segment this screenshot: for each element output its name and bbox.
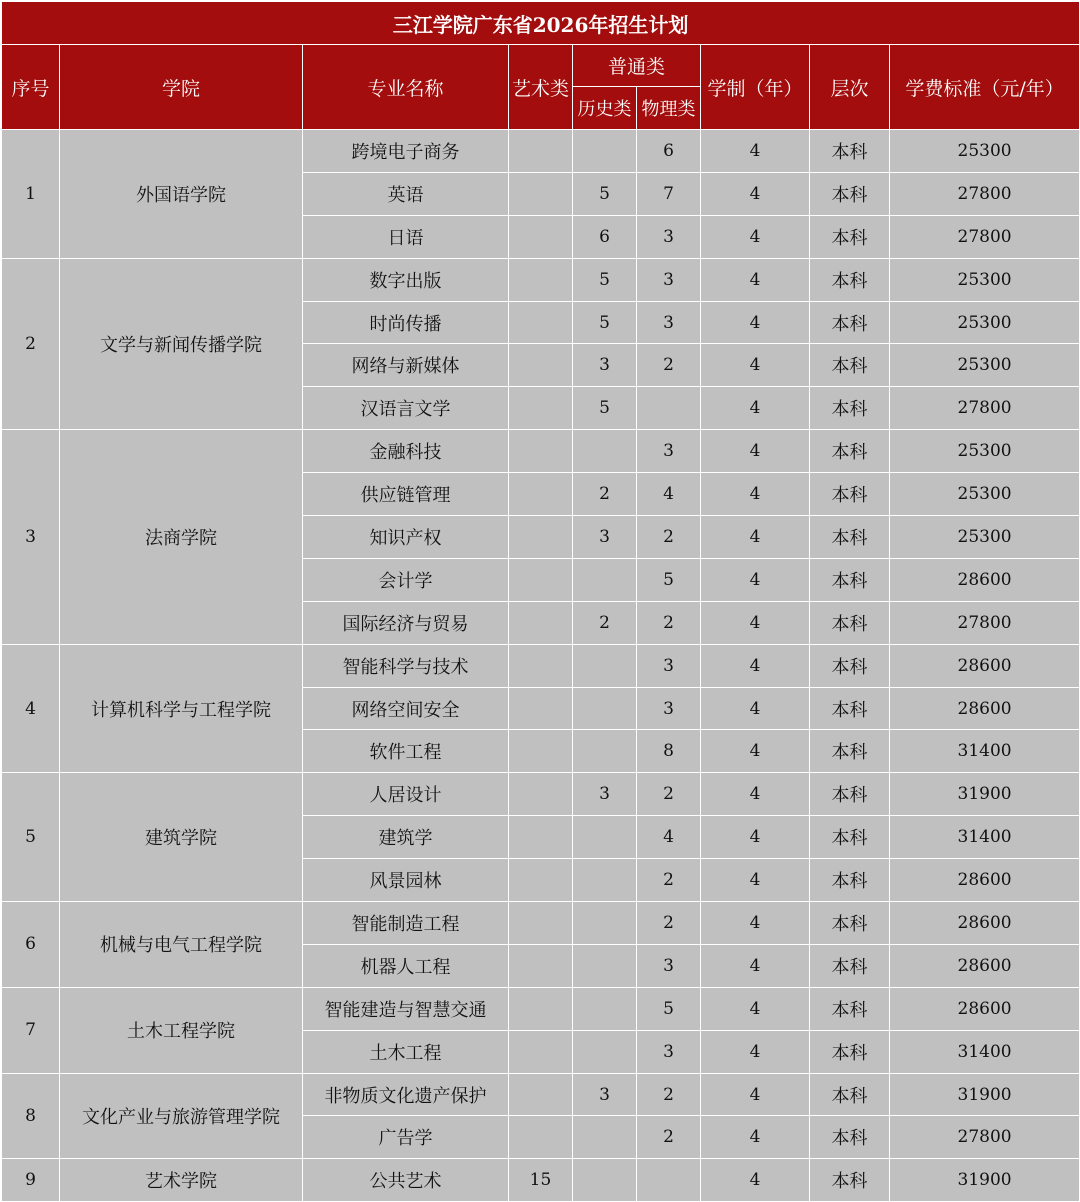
years-cell: 4 (701, 687, 810, 730)
level-cell: 本科 (810, 172, 890, 215)
table-body (2, 130, 1080, 1202)
fee-cell: 25300 (890, 516, 1080, 559)
art-quota-cell (509, 258, 573, 301)
level-cell: 本科 (810, 558, 890, 601)
art-quota-cell (509, 730, 573, 773)
fee-cell: 28600 (890, 644, 1080, 687)
table-row (2, 902, 1080, 945)
seq-cell: 5 (2, 773, 60, 902)
major-name-cell: 国际经济与贸易 (303, 601, 509, 644)
physics-quota-cell: 3 (637, 215, 701, 258)
header-seq: 序号 (2, 45, 60, 130)
art-quota-cell (509, 172, 573, 215)
years-cell: 4 (701, 430, 810, 473)
college-name-cell: 计算机科学与工程学院 (60, 644, 303, 773)
physics-quota-cell: 2 (637, 773, 701, 816)
years-cell: 4 (701, 1159, 810, 1202)
history-quota-cell (573, 130, 637, 173)
years-cell: 4 (701, 215, 810, 258)
seq-cell: 6 (2, 902, 60, 988)
years-cell: 4 (701, 601, 810, 644)
art-quota-cell (509, 859, 573, 902)
fee-cell: 31900 (890, 773, 1080, 816)
major-name-cell: 金融科技 (303, 430, 509, 473)
history-quota-cell (573, 687, 637, 730)
physics-quota-cell: 4 (637, 473, 701, 516)
years-cell: 4 (701, 301, 810, 344)
years-cell: 4 (701, 172, 810, 215)
major-name-cell: 机器人工程 (303, 944, 509, 987)
major-name-cell: 软件工程 (303, 730, 509, 773)
major-name-cell: 日语 (303, 215, 509, 258)
seq-cell: 3 (2, 430, 60, 644)
art-quota-cell (509, 1073, 573, 1116)
art-quota-cell (509, 1030, 573, 1073)
physics-quota-cell: 3 (637, 1030, 701, 1073)
college-name-cell: 外国语学院 (60, 130, 303, 259)
level-cell: 本科 (810, 902, 890, 945)
admission-plan-table (1, 1, 1080, 1202)
art-quota-cell (509, 987, 573, 1030)
history-quota-cell (573, 1030, 637, 1073)
level-cell: 本科 (810, 601, 890, 644)
art-quota-cell: 15 (509, 1159, 573, 1202)
major-name-cell: 广告学 (303, 1116, 509, 1159)
major-name-cell: 网络与新媒体 (303, 344, 509, 387)
history-quota-cell: 2 (573, 473, 637, 516)
major-name-cell: 土木工程 (303, 1030, 509, 1073)
years-cell: 4 (701, 1073, 810, 1116)
history-quota-cell: 6 (573, 215, 637, 258)
history-quota-cell (573, 816, 637, 859)
level-cell: 本科 (810, 816, 890, 859)
fee-cell: 31900 (890, 1073, 1080, 1116)
table-row (2, 773, 1080, 816)
years-cell: 4 (701, 344, 810, 387)
major-name-cell: 时尚传播 (303, 301, 509, 344)
header-physics: 物理类 (637, 87, 701, 130)
fee-cell: 31900 (890, 1159, 1080, 1202)
seq-cell: 8 (2, 1073, 60, 1159)
years-cell: 4 (701, 473, 810, 516)
history-quota-cell (573, 558, 637, 601)
major-name-cell: 智能科学与技术 (303, 644, 509, 687)
history-quota-cell (573, 730, 637, 773)
history-quota-cell (573, 1159, 637, 1202)
years-cell: 4 (701, 902, 810, 945)
level-cell: 本科 (810, 215, 890, 258)
years-cell: 4 (701, 773, 810, 816)
history-quota-cell (573, 902, 637, 945)
college-name-cell: 艺术学院 (60, 1159, 303, 1202)
level-cell: 本科 (810, 1030, 890, 1073)
fee-cell: 31400 (890, 816, 1080, 859)
physics-quota-cell: 3 (637, 644, 701, 687)
fee-cell: 27800 (890, 387, 1080, 430)
fee-cell: 25300 (890, 473, 1080, 516)
history-quota-cell: 3 (573, 773, 637, 816)
level-cell: 本科 (810, 773, 890, 816)
physics-quota-cell (637, 1159, 701, 1202)
major-name-cell: 跨境电子商务 (303, 130, 509, 173)
history-quota-cell: 5 (573, 258, 637, 301)
physics-quota-cell: 6 (637, 130, 701, 173)
major-name-cell: 网络空间安全 (303, 687, 509, 730)
header-general: 普通类 (573, 45, 701, 87)
fee-cell: 25300 (890, 130, 1080, 173)
header-major: 专业名称 (303, 45, 509, 130)
years-cell: 4 (701, 816, 810, 859)
years-cell: 4 (701, 130, 810, 173)
seq-cell: 2 (2, 258, 60, 430)
art-quota-cell (509, 130, 573, 173)
fee-cell: 27800 (890, 601, 1080, 644)
physics-quota-cell: 7 (637, 172, 701, 215)
art-quota-cell (509, 473, 573, 516)
level-cell: 本科 (810, 258, 890, 301)
header-fee: 学费标准（元/年） (890, 45, 1080, 130)
fee-cell: 28600 (890, 687, 1080, 730)
art-quota-cell (509, 773, 573, 816)
header-history: 历史类 (573, 87, 637, 130)
seq-cell: 4 (2, 644, 60, 773)
college-name-cell: 文化产业与旅游管理学院 (60, 1073, 303, 1159)
college-name-cell: 土木工程学院 (60, 987, 303, 1073)
college-name-cell: 文学与新闻传播学院 (60, 258, 303, 430)
fee-cell: 25300 (890, 430, 1080, 473)
years-cell: 4 (701, 1116, 810, 1159)
physics-quota-cell: 2 (637, 1073, 701, 1116)
fee-cell: 31400 (890, 1030, 1080, 1073)
years-cell: 4 (701, 644, 810, 687)
fee-cell: 25300 (890, 258, 1080, 301)
art-quota-cell (509, 944, 573, 987)
header-art: 艺术类 (509, 45, 573, 130)
level-cell: 本科 (810, 516, 890, 559)
history-quota-cell: 5 (573, 301, 637, 344)
history-quota-cell: 3 (573, 344, 637, 387)
fee-cell: 25300 (890, 344, 1080, 387)
level-cell: 本科 (810, 730, 890, 773)
physics-quota-cell: 2 (637, 601, 701, 644)
college-name-cell: 建筑学院 (60, 773, 303, 902)
level-cell: 本科 (810, 944, 890, 987)
years-cell: 4 (701, 987, 810, 1030)
fee-cell: 28600 (890, 859, 1080, 902)
art-quota-cell (509, 902, 573, 945)
years-cell: 4 (701, 387, 810, 430)
level-cell: 本科 (810, 987, 890, 1030)
table-row (2, 1073, 1080, 1116)
years-cell: 4 (701, 516, 810, 559)
seq-cell: 1 (2, 130, 60, 259)
physics-quota-cell: 2 (637, 344, 701, 387)
fee-cell: 31400 (890, 730, 1080, 773)
years-cell: 4 (701, 258, 810, 301)
level-cell: 本科 (810, 644, 890, 687)
major-name-cell: 公共艺术 (303, 1159, 509, 1202)
fee-cell: 28600 (890, 902, 1080, 945)
major-name-cell: 智能建造与智慧交通 (303, 987, 509, 1030)
history-quota-cell: 3 (573, 1073, 637, 1116)
level-cell: 本科 (810, 473, 890, 516)
fee-cell: 28600 (890, 987, 1080, 1030)
years-cell: 4 (701, 859, 810, 902)
history-quota-cell (573, 987, 637, 1030)
major-name-cell: 非物质文化遗产保护 (303, 1073, 509, 1116)
physics-quota-cell: 3 (637, 944, 701, 987)
major-name-cell: 智能制造工程 (303, 902, 509, 945)
table-row (2, 987, 1080, 1030)
physics-quota-cell: 3 (637, 258, 701, 301)
table-row (2, 1159, 1080, 1202)
art-quota-cell (509, 644, 573, 687)
table-row (2, 258, 1080, 301)
major-name-cell: 建筑学 (303, 816, 509, 859)
physics-quota-cell: 5 (637, 987, 701, 1030)
art-quota-cell (509, 558, 573, 601)
art-quota-cell (509, 816, 573, 859)
physics-quota-cell: 5 (637, 558, 701, 601)
art-quota-cell (509, 215, 573, 258)
history-quota-cell: 5 (573, 387, 637, 430)
art-quota-cell (509, 387, 573, 430)
years-cell: 4 (701, 944, 810, 987)
seq-cell: 9 (2, 1159, 60, 1202)
physics-quota-cell: 2 (637, 516, 701, 559)
history-quota-cell (573, 1116, 637, 1159)
table-title: 三江学院广东省2026年招生计划 (2, 2, 1080, 45)
level-cell: 本科 (810, 1159, 890, 1202)
physics-quota-cell: 4 (637, 816, 701, 859)
level-cell: 本科 (810, 387, 890, 430)
major-name-cell: 会计学 (303, 558, 509, 601)
table-row (2, 430, 1080, 473)
level-cell: 本科 (810, 687, 890, 730)
physics-quota-cell: 3 (637, 301, 701, 344)
college-name-cell: 法商学院 (60, 430, 303, 644)
history-quota-cell (573, 430, 637, 473)
physics-quota-cell: 8 (637, 730, 701, 773)
history-quota-cell (573, 644, 637, 687)
level-cell: 本科 (810, 859, 890, 902)
physics-quota-cell: 3 (637, 687, 701, 730)
history-quota-cell (573, 944, 637, 987)
art-quota-cell (509, 301, 573, 344)
art-quota-cell (509, 601, 573, 644)
years-cell: 4 (701, 1030, 810, 1073)
level-cell: 本科 (810, 1073, 890, 1116)
level-cell: 本科 (810, 344, 890, 387)
table-row (2, 644, 1080, 687)
history-quota-cell: 3 (573, 516, 637, 559)
fee-cell: 28600 (890, 558, 1080, 601)
fee-cell: 28600 (890, 944, 1080, 987)
header-college: 学院 (60, 45, 303, 130)
art-quota-cell (509, 1116, 573, 1159)
major-name-cell: 汉语言文学 (303, 387, 509, 430)
major-name-cell: 风景园林 (303, 859, 509, 902)
level-cell: 本科 (810, 1116, 890, 1159)
major-name-cell: 供应链管理 (303, 473, 509, 516)
art-quota-cell (509, 516, 573, 559)
years-cell: 4 (701, 558, 810, 601)
college-name-cell: 机械与电气工程学院 (60, 902, 303, 988)
art-quota-cell (509, 687, 573, 730)
header-years: 学制（年） (701, 45, 810, 130)
level-cell: 本科 (810, 130, 890, 173)
level-cell: 本科 (810, 430, 890, 473)
table-row (2, 130, 1080, 173)
seq-cell: 7 (2, 987, 60, 1073)
art-quota-cell (509, 430, 573, 473)
history-quota-cell (573, 859, 637, 902)
fee-cell: 27800 (890, 1116, 1080, 1159)
physics-quota-cell (637, 387, 701, 430)
major-name-cell: 数字出版 (303, 258, 509, 301)
header-level: 层次 (810, 45, 890, 130)
history-quota-cell: 2 (573, 601, 637, 644)
fee-cell: 27800 (890, 215, 1080, 258)
physics-quota-cell: 2 (637, 1116, 701, 1159)
physics-quota-cell: 3 (637, 430, 701, 473)
years-cell: 4 (701, 730, 810, 773)
major-name-cell: 知识产权 (303, 516, 509, 559)
physics-quota-cell: 2 (637, 902, 701, 945)
level-cell: 本科 (810, 301, 890, 344)
major-name-cell: 英语 (303, 172, 509, 215)
fee-cell: 25300 (890, 301, 1080, 344)
major-name-cell: 人居设计 (303, 773, 509, 816)
fee-cell: 27800 (890, 172, 1080, 215)
art-quota-cell (509, 344, 573, 387)
physics-quota-cell: 2 (637, 859, 701, 902)
history-quota-cell: 5 (573, 172, 637, 215)
